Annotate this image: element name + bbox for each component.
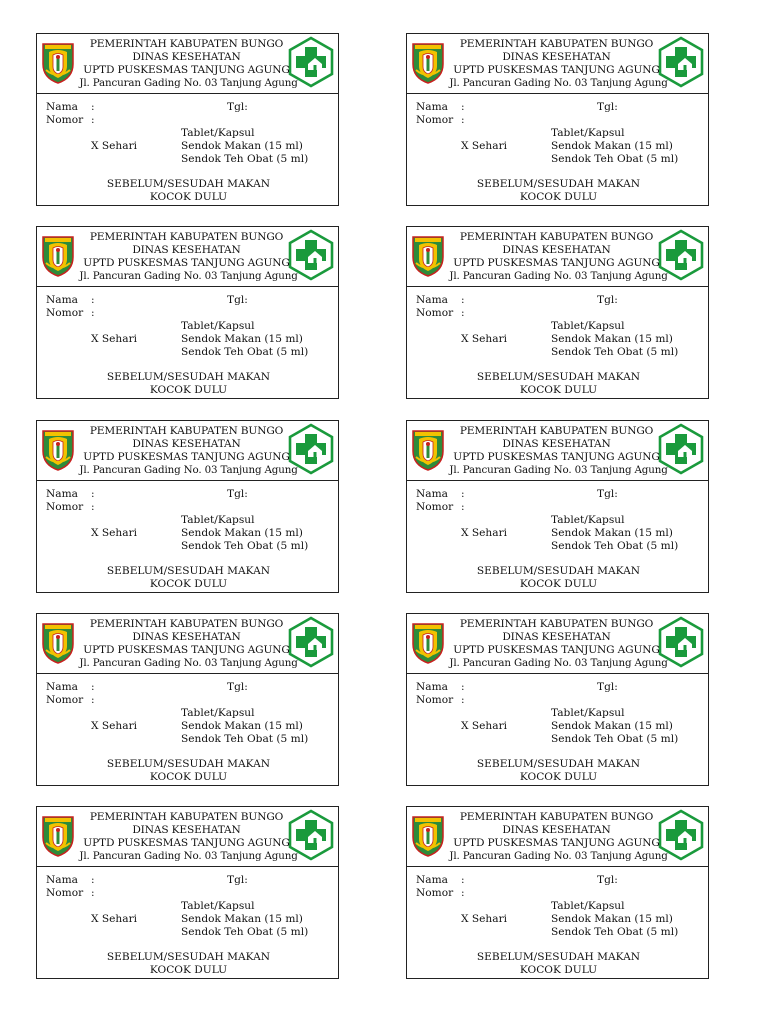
header-line-3: UPTD PUSKESMAS TANJUNG AGUNG: [83, 64, 290, 76]
nama-label: Nama: [416, 294, 448, 306]
medicine-label: [36, 226, 339, 399]
header-address: Jl. Pancuran Gading No. 03 Tanjung Agung: [79, 270, 298, 282]
tgl-label: Tgl:: [227, 488, 248, 500]
sebelum-sesudah-text: SEBELUM/SESUDAH MAKAN: [476, 371, 641, 383]
header-line-1: PEMERINTAH KABUPATEN BUNGO: [89, 231, 284, 243]
tgl-label: Tgl:: [597, 488, 618, 500]
x-sehari-text: X Sehari: [91, 140, 138, 152]
label-header: [407, 614, 708, 674]
header-address: Jl. Pancuran Gading No. 03 Tanjung Agung: [449, 270, 668, 282]
header-line-3: UPTD PUSKESMAS TANJUNG AGUNG: [453, 837, 660, 849]
header-line-2: DINAS KESEHATAN: [502, 438, 611, 450]
kocok-dulu-text: KOCOK DULU: [149, 578, 228, 590]
label-header: [37, 227, 338, 287]
nama-colon: :: [91, 294, 95, 306]
x-sehari-text: X Sehari: [91, 913, 138, 925]
header-line-1: PEMERINTAH KABUPATEN BUNGO: [89, 38, 284, 50]
label-header: [37, 34, 338, 94]
header-address: Jl. Pancuran Gading No. 03 Tanjung Agung: [79, 850, 298, 862]
sebelum-sesudah-text: SEBELUM/SESUDAH MAKAN: [106, 178, 271, 190]
medicine-label: [36, 33, 339, 206]
x-sehari-text: X Sehari: [461, 527, 508, 539]
label-header: [37, 807, 338, 867]
nama-label: Nama: [46, 874, 78, 886]
header-line-2: DINAS KESEHATAN: [502, 631, 611, 643]
nomor-label: Nomor: [416, 501, 454, 513]
header-line-1: PEMERINTAH KABUPATEN BUNGO: [459, 231, 654, 243]
kocok-dulu-text: KOCOK DULU: [519, 771, 598, 783]
header-line-1: PEMERINTAH KABUPATEN BUNGO: [459, 618, 654, 630]
nomor-colon: :: [461, 887, 465, 899]
header-address: Jl. Pancuran Gading No. 03 Tanjung Agung: [449, 850, 668, 862]
x-sehari-text: X Sehari: [461, 913, 508, 925]
sendok-makan-text: Sendok Makan (15 ml): [551, 333, 673, 345]
tablet-kapsul-text: Tablet/Kapsul: [551, 320, 625, 332]
sendok-teh-text: Sendok Teh Obat (5 ml): [181, 153, 309, 165]
header-line-3: UPTD PUSKESMAS TANJUNG AGUNG: [83, 837, 290, 849]
label-header: [37, 614, 338, 674]
header-address: Jl. Pancuran Gading No. 03 Tanjung Agung: [79, 657, 298, 669]
nama-label: Nama: [46, 294, 78, 306]
nomor-label: Nomor: [46, 694, 84, 706]
kocok-dulu-text: KOCOK DULU: [149, 771, 228, 783]
nama-colon: :: [91, 874, 95, 886]
nomor-colon: :: [461, 114, 465, 126]
tgl-label: Tgl:: [597, 101, 618, 113]
nama-colon: :: [461, 488, 465, 500]
sendok-makan-text: Sendok Makan (15 ml): [551, 527, 673, 539]
header-line-1: PEMERINTAH KABUPATEN BUNGO: [89, 618, 284, 630]
header-line-3: UPTD PUSKESMAS TANJUNG AGUNG: [83, 257, 290, 269]
nama-label: Nama: [416, 874, 448, 886]
tablet-kapsul-text: Tablet/Kapsul: [551, 900, 625, 912]
nama-label: Nama: [46, 681, 78, 693]
kocok-dulu-text: KOCOK DULU: [149, 964, 228, 976]
tgl-label: Tgl:: [227, 294, 248, 306]
header-line-1: PEMERINTAH KABUPATEN BUNGO: [459, 425, 654, 437]
sendok-teh-text: Sendok Teh Obat (5 ml): [181, 540, 309, 552]
sebelum-sesudah-text: SEBELUM/SESUDAH MAKAN: [106, 951, 271, 963]
header-line-2: DINAS KESEHATAN: [132, 824, 241, 836]
header-address: Jl. Pancuran Gading No. 03 Tanjung Agung: [79, 77, 298, 89]
nomor-colon: :: [461, 501, 465, 513]
medicine-label: [406, 613, 709, 786]
kocok-dulu-text: KOCOK DULU: [519, 191, 598, 203]
label-header: [407, 227, 708, 287]
nomor-label: Nomor: [46, 887, 84, 899]
nomor-colon: :: [91, 887, 95, 899]
nama-label: Nama: [416, 101, 448, 113]
x-sehari-text: X Sehari: [91, 720, 138, 732]
tablet-kapsul-text: Tablet/Kapsul: [181, 900, 255, 912]
kocok-dulu-text: KOCOK DULU: [149, 191, 228, 203]
x-sehari-text: X Sehari: [461, 140, 508, 152]
sendok-makan-text: Sendok Makan (15 ml): [551, 720, 673, 732]
medicine-label: [406, 806, 709, 979]
sebelum-sesudah-text: SEBELUM/SESUDAH MAKAN: [476, 178, 641, 190]
tgl-label: Tgl:: [227, 101, 248, 113]
sendok-makan-text: Sendok Makan (15 ml): [551, 140, 673, 152]
header-line-3: UPTD PUSKESMAS TANJUNG AGUNG: [83, 451, 290, 463]
nama-label: Nama: [416, 681, 448, 693]
header-line-3: UPTD PUSKESMAS TANJUNG AGUNG: [453, 64, 660, 76]
medicine-label: [36, 613, 339, 786]
sendok-makan-text: Sendok Makan (15 ml): [181, 333, 303, 345]
kocok-dulu-text: KOCOK DULU: [519, 578, 598, 590]
sendok-teh-text: Sendok Teh Obat (5 ml): [551, 926, 679, 938]
sendok-teh-text: Sendok Teh Obat (5 ml): [181, 733, 309, 745]
header-address: Jl. Pancuran Gading No. 03 Tanjung Agung: [79, 464, 298, 476]
header-line-1: PEMERINTAH KABUPATEN BUNGO: [459, 811, 654, 823]
nama-colon: :: [91, 681, 95, 693]
header-line-2: DINAS KESEHATAN: [502, 51, 611, 63]
tablet-kapsul-text: Tablet/Kapsul: [181, 514, 255, 526]
label-header: [407, 34, 708, 94]
sebelum-sesudah-text: SEBELUM/SESUDAH MAKAN: [106, 565, 271, 577]
medicine-label: [36, 420, 339, 593]
header-line-1: PEMERINTAH KABUPATEN BUNGO: [89, 425, 284, 437]
header-line-2: DINAS KESEHATAN: [132, 51, 241, 63]
header-address: Jl. Pancuran Gading No. 03 Tanjung Agung: [449, 77, 668, 89]
tgl-label: Tgl:: [227, 681, 248, 693]
header-line-2: DINAS KESEHATAN: [502, 824, 611, 836]
sebelum-sesudah-text: SEBELUM/SESUDAH MAKAN: [106, 758, 271, 770]
sendok-teh-text: Sendok Teh Obat (5 ml): [551, 346, 679, 358]
sendok-makan-text: Sendok Makan (15 ml): [181, 140, 303, 152]
medicine-label: [406, 33, 709, 206]
label-header: [407, 807, 708, 867]
tablet-kapsul-text: Tablet/Kapsul: [181, 320, 255, 332]
label-header: [407, 421, 708, 481]
kocok-dulu-text: KOCOK DULU: [519, 384, 598, 396]
nomor-label: Nomor: [46, 501, 84, 513]
header-line-2: DINAS KESEHATAN: [132, 631, 241, 643]
tablet-kapsul-text: Tablet/Kapsul: [551, 707, 625, 719]
tgl-label: Tgl:: [597, 681, 618, 693]
tablet-kapsul-text: Tablet/Kapsul: [181, 127, 255, 139]
nama-colon: :: [461, 101, 465, 113]
sebelum-sesudah-text: SEBELUM/SESUDAH MAKAN: [476, 565, 641, 577]
header-line-2: DINAS KESEHATAN: [132, 244, 241, 256]
sebelum-sesudah-text: SEBELUM/SESUDAH MAKAN: [476, 758, 641, 770]
nama-label: Nama: [46, 488, 78, 500]
nama-colon: :: [461, 294, 465, 306]
header-address: Jl. Pancuran Gading No. 03 Tanjung Agung: [449, 464, 668, 476]
sendok-teh-text: Sendok Teh Obat (5 ml): [551, 540, 679, 552]
nomor-colon: :: [461, 694, 465, 706]
medicine-label: [36, 806, 339, 979]
nomor-colon: :: [91, 501, 95, 513]
sebelum-sesudah-text: SEBELUM/SESUDAH MAKAN: [106, 371, 271, 383]
header-line-1: PEMERINTAH KABUPATEN BUNGO: [89, 811, 284, 823]
kocok-dulu-text: KOCOK DULU: [519, 964, 598, 976]
tablet-kapsul-text: Tablet/Kapsul: [551, 514, 625, 526]
medicine-label: [406, 226, 709, 399]
nomor-colon: :: [91, 114, 95, 126]
kocok-dulu-text: KOCOK DULU: [149, 384, 228, 396]
nama-colon: :: [461, 874, 465, 886]
sendok-teh-text: Sendok Teh Obat (5 ml): [181, 346, 309, 358]
header-line-2: DINAS KESEHATAN: [502, 244, 611, 256]
header-line-3: UPTD PUSKESMAS TANJUNG AGUNG: [453, 257, 660, 269]
sendok-makan-text: Sendok Makan (15 ml): [181, 527, 303, 539]
nama-colon: :: [91, 101, 95, 113]
nomor-label: Nomor: [416, 114, 454, 126]
nomor-label: Nomor: [46, 114, 84, 126]
tablet-kapsul-text: Tablet/Kapsul: [181, 707, 255, 719]
tgl-label: Tgl:: [597, 294, 618, 306]
header-line-1: PEMERINTAH KABUPATEN BUNGO: [459, 38, 654, 50]
x-sehari-text: X Sehari: [461, 720, 508, 732]
nomor-colon: :: [461, 307, 465, 319]
sendok-makan-text: Sendok Makan (15 ml): [181, 913, 303, 925]
nomor-label: Nomor: [416, 887, 454, 899]
x-sehari-text: X Sehari: [91, 527, 138, 539]
nama-label: Nama: [46, 101, 78, 113]
nomor-colon: :: [91, 694, 95, 706]
header-line-3: UPTD PUSKESMAS TANJUNG AGUNG: [453, 451, 660, 463]
sendok-teh-text: Sendok Teh Obat (5 ml): [181, 926, 309, 938]
tgl-label: Tgl:: [227, 874, 248, 886]
tablet-kapsul-text: Tablet/Kapsul: [551, 127, 625, 139]
nama-colon: :: [91, 488, 95, 500]
sendok-makan-text: Sendok Makan (15 ml): [181, 720, 303, 732]
sendok-teh-text: Sendok Teh Obat (5 ml): [551, 153, 679, 165]
sendok-teh-text: Sendok Teh Obat (5 ml): [551, 733, 679, 745]
nomor-label: Nomor: [416, 307, 454, 319]
nomor-label: Nomor: [416, 694, 454, 706]
header-line-3: UPTD PUSKESMAS TANJUNG AGUNG: [83, 644, 290, 656]
tgl-label: Tgl:: [597, 874, 618, 886]
header-line-2: DINAS KESEHATAN: [132, 438, 241, 450]
x-sehari-text: X Sehari: [91, 333, 138, 345]
header-line-3: UPTD PUSKESMAS TANJUNG AGUNG: [453, 644, 660, 656]
label-header: [37, 421, 338, 481]
x-sehari-text: X Sehari: [461, 333, 508, 345]
nomor-label: Nomor: [46, 307, 84, 319]
sendok-makan-text: Sendok Makan (15 ml): [551, 913, 673, 925]
sebelum-sesudah-text: SEBELUM/SESUDAH MAKAN: [476, 951, 641, 963]
header-address: Jl. Pancuran Gading No. 03 Tanjung Agung: [449, 657, 668, 669]
nama-label: Nama: [416, 488, 448, 500]
nama-colon: :: [461, 681, 465, 693]
nomor-colon: :: [91, 307, 95, 319]
medicine-label: [406, 420, 709, 593]
